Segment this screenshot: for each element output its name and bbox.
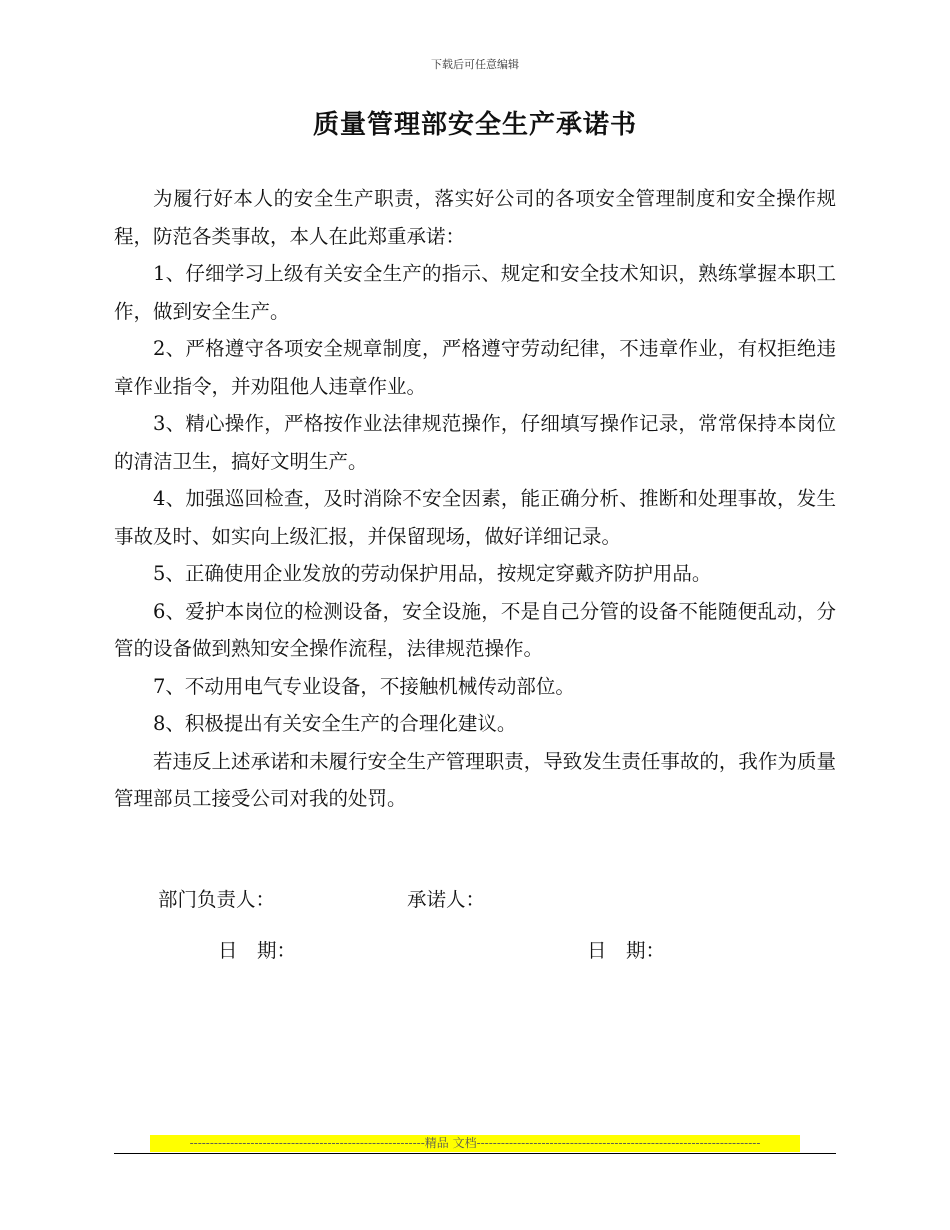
promisor-label: 承诺人： [407, 888, 486, 911]
commitment-item-2: 2、严格遵守各项安全规章制度，严格遵守劳动纪律，不违章作业，有权拒绝违章作业指令，并劝阻他人违章作业。 [114, 337, 836, 398]
closing-paragraph: 若违反上述承诺和未履行安全生产管理职责，导致发生责任事故的，我作为质量管理部员工接受公司对我的处罚。 [114, 749, 836, 810]
commitment-item-7: 7、不动用电气专业设备，不接触机械传动部位。 [153, 674, 575, 698]
commitment-item-6: 6、爱护本岗位的检测设备，安全设施，不是自己分管的设备不能随便乱动，分管的设备做到熟知安全操作流程，法律规范操作。 [114, 599, 836, 660]
commitment-item-3: 3、精心操作，严格按作业法律规范操作，仔细填写操作记录，常常保持本岗位的清洁卫生，搞好文明生产。 [114, 412, 836, 473]
commitment-item-1: 1、仔细学习上级有关安全生产的指示、规定和安全技术知识，熟练掌握本职工作，做到安全生产。 [114, 262, 836, 323]
document-body [114, 180, 836, 818]
commitment-item-5: 5、正确使用企业发放的劳动保护用品，按规定穿戴齐防护用品。 [153, 562, 712, 585]
commitment-item-8: 8、积极提出有关安全生产的合理化建议。 [153, 712, 517, 735]
date-label-left: 日 期： [218, 939, 297, 962]
date-label-right: 日 期： [587, 939, 666, 962]
footer-watermark-band: ----------------------------------------------------------精品 文档---------------------------------------------------------------------- [150, 1135, 800, 1152]
footer-divider [114, 1153, 836, 1154]
header-note: 下载后可任意编辑 [431, 58, 519, 71]
intro-paragraph: 为履行好本人的安全生产职责，落实好公司的各项安全管理制度和安全操作规程，防范各类事故，本人在此郑重承诺： [114, 187, 836, 248]
document-title: 质量管理部安全生产承诺书 [312, 110, 637, 140]
dept-head-label: 部门负责人： [158, 888, 276, 911]
commitment-item-4: 4、加强巡回检查，及时消除不安全因素，能正确分析、推断和处理事故，发生事故及时、如实向上级汇报，并保留现场，做好详细记录。 [114, 487, 836, 548]
